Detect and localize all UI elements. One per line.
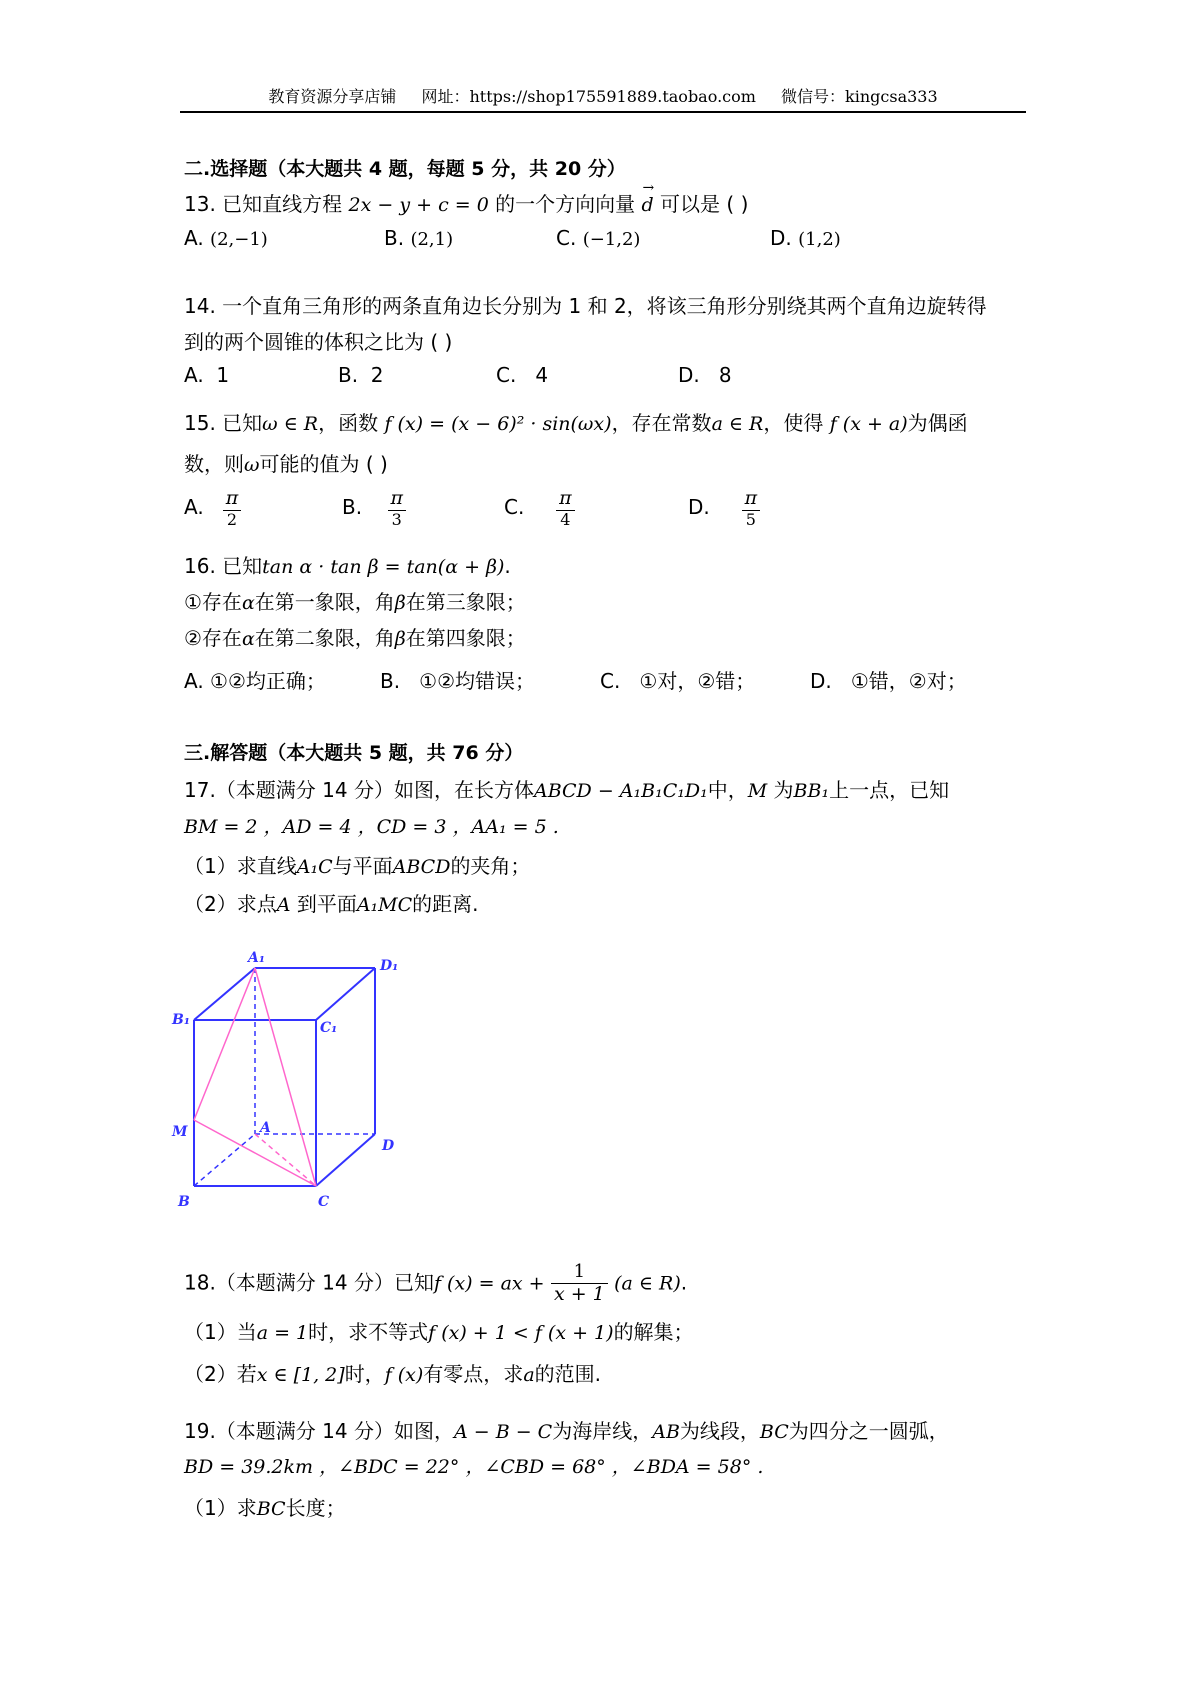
section2-title: 二.选择题 bbox=[184, 158, 268, 180]
label-c1: C₁ bbox=[320, 1020, 338, 1036]
q13-pre: 13. 已知直线方程 bbox=[184, 192, 343, 216]
q16-option-d: D. ①错，②对； bbox=[810, 669, 967, 693]
q13-stem bbox=[184, 180, 749, 217]
section2-heading bbox=[184, 154, 626, 181]
edge-c1d1 bbox=[316, 968, 375, 1020]
page-header bbox=[180, 84, 1026, 107]
q17-given: BM = 2 ，AD = 4 ，CD = 3 ，AA₁ = 5 . bbox=[184, 816, 559, 838]
label-b: B bbox=[178, 1194, 190, 1210]
label-d: D bbox=[382, 1138, 395, 1154]
q13-option-a: A. (2,−1) bbox=[184, 226, 268, 250]
q14-option-b: B. 2 bbox=[338, 363, 384, 387]
edge-cd bbox=[316, 1134, 375, 1186]
q15-function: f (x) = (x − 6)² · sin(ωx) bbox=[384, 413, 612, 435]
q15-option-c: C. $\frac{\pi}{4}$ bbox=[504, 488, 575, 529]
q17-part2: （2）求点A 到平面A₁MC的距离. bbox=[184, 892, 479, 916]
q13-option-b: B. (2,1) bbox=[384, 226, 454, 250]
q16-equation: tan α · tan β = tan(α + β) bbox=[262, 556, 505, 578]
label-b1: B₁ bbox=[172, 1012, 190, 1028]
q13-mid: 的一个方向向量 bbox=[495, 192, 636, 216]
q14-line2: 到的两个圆锥的体积之比为 ( ) bbox=[184, 330, 453, 354]
q19-stem: 19.（本题满分 14 分）如图，A − B − C为海岸线，AB为线段，BC为四分之一圆弧， bbox=[184, 1419, 949, 1443]
q15-option-b: B. $\frac{\pi}{3}$ bbox=[342, 488, 406, 529]
section3-title: 三.解答题 bbox=[184, 742, 268, 764]
q16-option-c: C. ①对，②错； bbox=[600, 669, 756, 693]
q17-cuboid-figure bbox=[170, 950, 410, 1210]
line-mc bbox=[194, 1120, 316, 1186]
q15-option-a: A. $\frac{\pi}{2}$ bbox=[184, 488, 241, 529]
cuboid-edges bbox=[194, 968, 375, 1186]
label-a: A bbox=[260, 1120, 271, 1136]
q16-option-b: B. ①②均错误； bbox=[380, 669, 536, 693]
q13-vector: → d bbox=[641, 180, 655, 216]
q15-line2: 数，则ω可能的值为 ( ) bbox=[184, 452, 388, 476]
q13-option-d: D. (1,2) bbox=[770, 226, 841, 250]
q18-stem: 18.（本题满分 14 分）已知f (x) = ax + $\frac{1}{x + 1}$ (a ∈ R). bbox=[184, 1261, 688, 1305]
section3-heading bbox=[184, 738, 523, 765]
header-shop: 教育资源分享店铺 bbox=[268, 87, 397, 106]
label-a1: A₁ bbox=[248, 950, 265, 966]
q14-option-d: D. 8 bbox=[678, 363, 732, 387]
q14-option-a: A. 1 bbox=[184, 363, 230, 387]
line-a1m bbox=[194, 968, 255, 1120]
label-c: C bbox=[318, 1194, 330, 1210]
q18-function: f (x) = ax + bbox=[433, 1272, 545, 1295]
q14-option-c: C. 4 bbox=[496, 363, 549, 387]
header-rule bbox=[180, 111, 1026, 113]
section3-note: （本大题共 5 题，共 76 分） bbox=[267, 742, 524, 764]
q17-part1: （1）求直线A₁C与平面ABCD的夹角； bbox=[184, 854, 531, 878]
q13-post: 可以是 ( ) bbox=[660, 192, 749, 216]
edge-b1a1 bbox=[194, 968, 255, 1020]
q19-part1: （1）求BC长度； bbox=[184, 1496, 346, 1520]
q18-part2: （2）若x ∈ [1, 2]时，f (x)有零点，求a的范围. bbox=[184, 1362, 601, 1386]
q16-statement-2: ②存在α在第二象限，角β在第四象限； bbox=[184, 626, 526, 650]
line-ac bbox=[255, 1134, 316, 1186]
vector-arrow-icon: → bbox=[642, 180, 655, 196]
q13-option-c: C. (−1,2) bbox=[556, 226, 641, 250]
header-url: 网址：https://shop175591889.taobao.com bbox=[421, 87, 756, 106]
q13-equation: 2x − y + c = 0 bbox=[348, 194, 489, 216]
label-d1: D₁ bbox=[380, 958, 399, 974]
q16-option-a: A. ①②均正确； bbox=[184, 669, 326, 693]
q19-given: BD = 39.2km ，∠BDC = 22° ，∠CBD = 68° ，∠BDA = 58° . bbox=[184, 1456, 764, 1478]
q16-statement-1: ①存在α在第一象限，角β在第三象限； bbox=[184, 590, 526, 614]
line-a1c bbox=[255, 968, 316, 1186]
header-wechat: 微信号：kingcsa333 bbox=[781, 87, 938, 106]
q14-line1: 14. 一个直角三角形的两条直角边长分别为 1 和 2，将该三角形分别绕其两个直角边旋转得 bbox=[184, 294, 987, 318]
q15-option-d: D. $\frac{\pi}{5}$ bbox=[688, 488, 760, 529]
label-m: M bbox=[172, 1124, 188, 1140]
vertex-labels bbox=[171, 950, 398, 1210]
hidden-edges bbox=[194, 968, 375, 1186]
q15-line1: 15. 已知ω ∈ R，函数 f (x) = (x − 6)² · sin(ωx)，存在常数a ∈ R，使得 f (x + a)为偶函 bbox=[184, 411, 968, 435]
edge-ba bbox=[194, 1134, 255, 1186]
q17-stem: 17.（本题满分 14 分）如图，在长方体ABCD − A₁B₁C₁D₁中，M 为BB₁上一点，已知 bbox=[184, 778, 950, 802]
section2-note: （本大题共 4 题，每题 5 分，共 20 分） bbox=[267, 158, 626, 180]
q18-part1: （1）当a = 1时，求不等式f (x) + 1 < f (x + 1)的解集； bbox=[184, 1320, 694, 1344]
q16-stem: 16. 已知tan α · tan β = tan(α + β). bbox=[184, 554, 511, 578]
